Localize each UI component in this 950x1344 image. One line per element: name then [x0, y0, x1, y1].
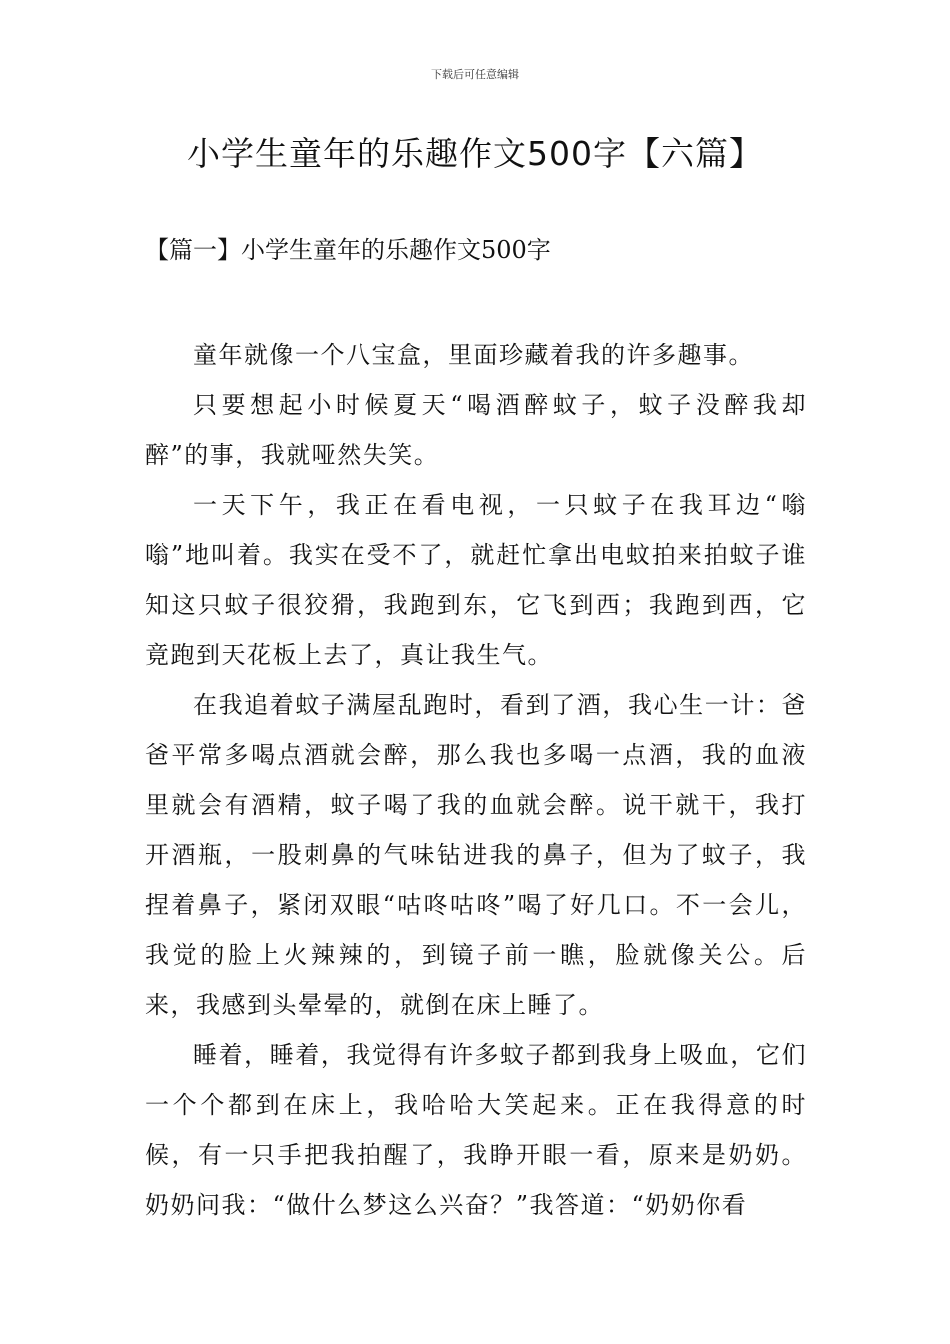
paragraph: 在我追着蚊子满屋乱跑时，看到了酒，我心生一计：爸爸平常多喝点酒就会醉，那么我也多喝一点酒，我的血液里就会有酒精，蚊子喝了我的血就会醉。说干就干，我打开酒瓶，一股刺鼻的气味钻进我的鼻子，但为了蚊子，我捏着鼻子，紧闭双眼“咕咚咕咚”喝了好几口。不一会儿，我觉的脸上火辣辣的，到镜子前一瞧，脸就像关公。后来，我感到头晕晕的，就倒在床上睡了。 — [145, 691, 807, 1019]
paragraph: 睡着，睡着，我觉得有许多蚊子都到我身上吸血，它们一个个都到在床上，我哈哈大笑起来。正在我得意的时候，有一只手把我拍醒了，我睁开眼一看，原来是奶奶。奶奶问我：“做什么梦这么兴奋？”我答道：“奶奶你看 — [145, 1041, 807, 1219]
paragraph: 一天下午，我正在看电视，一只蚊子在我耳边“嗡嗡”地叫着。我实在受不了，就赶忙拿出电蚊拍来拍蚊子谁知这只蚊子很狡猾，我跑到东，它飞到西；我跑到西，它竟跑到天花板上去了，真让我生气。 — [145, 491, 807, 669]
section-heading: 【篇一】小学生童年的乐趣作文500字 — [145, 236, 551, 264]
document-title: 小学生童年的乐趣作文500字【六篇】 — [187, 134, 763, 173]
header-note: 下载后可任意编辑 — [431, 68, 519, 81]
paragraph: 童年就像一个八宝盒，里面珍藏着我的许多趣事。 — [193, 341, 754, 369]
body-text — [145, 330, 807, 1230]
paragraph: 只要想起小时候夏天“喝酒醉蚊子，蚊子没醉我却醉”的事，我就哑然失笑。 — [145, 391, 807, 469]
